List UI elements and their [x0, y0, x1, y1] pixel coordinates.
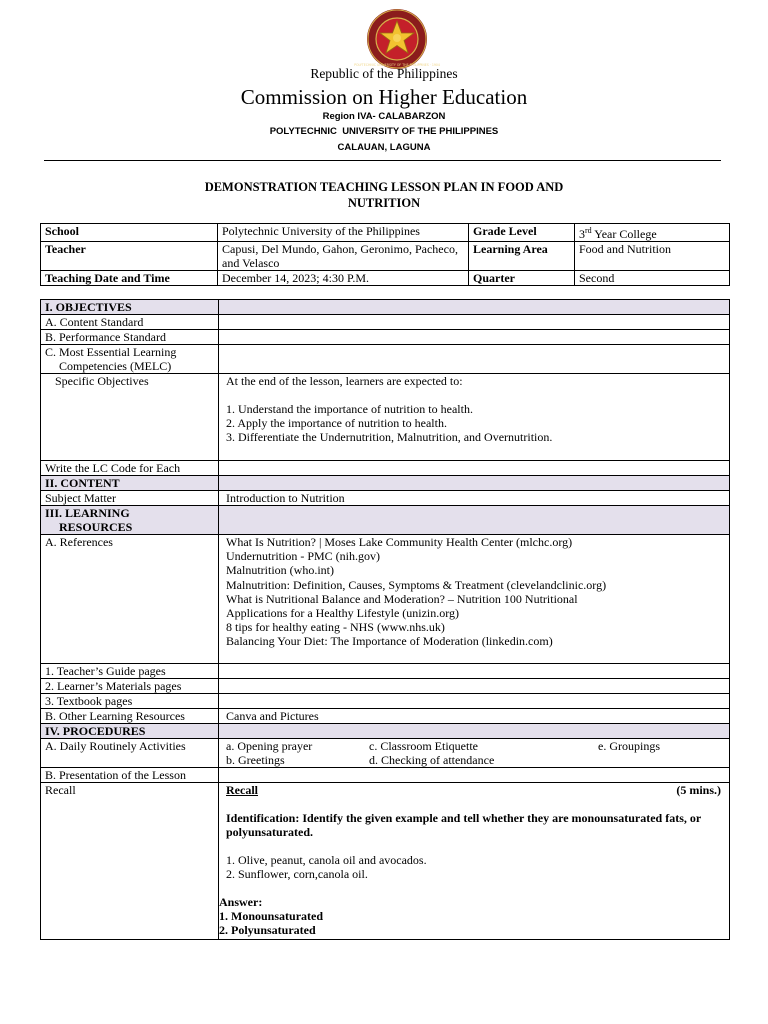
reference-item: Applications for a Healthy Lifestyle (unizin.org) [226, 606, 460, 621]
references-label: A. References [41, 535, 219, 664]
date-value: December 14, 2023; 4:30 P.M. [218, 271, 469, 286]
activity-item: d. Checking of attendance [369, 753, 495, 767]
activity-item: e. Groupings [598, 739, 660, 753]
recall-label: Recall [41, 783, 219, 940]
presentation-label: B. Presentation of the Lesson [41, 768, 219, 783]
reference-item: 8 tips for healthy eating - NHS (www.nhs.uk) [226, 620, 445, 635]
school-label: School [41, 224, 218, 242]
document-title [150, 179, 618, 211]
references-list [219, 535, 730, 664]
row-lc-code [41, 461, 730, 476]
row-other-resources [41, 709, 730, 724]
activity-item: a. Opening prayer [226, 739, 313, 753]
objective-item: 1. Understand the importance of nutrition to health. [226, 402, 473, 416]
recall-time: (5 mins.) [676, 783, 721, 797]
row-specific-objectives [41, 374, 730, 461]
row-teachers-guide [41, 664, 730, 679]
reference-item: Undernutrition - PMC (nih.gov) [226, 549, 380, 564]
date-label: Teaching Date and Time [41, 271, 218, 286]
example-item: 1. Olive, peanut, canola oil and avocados. [226, 853, 427, 867]
other-resources-label: B. Other Learning Resources [41, 709, 219, 724]
quarter-value: Second [575, 271, 730, 286]
lc-code-label: Write the LC Code for Each [41, 461, 219, 476]
info-table [40, 223, 730, 286]
grade-level-label: Grade Level [469, 224, 575, 242]
teachers-guide-label: 1. Teacher’s Guide pages [41, 664, 219, 679]
answer-item: 1. Monounsaturated [219, 909, 324, 923]
row-performance-standard [41, 330, 730, 345]
learning-area-label: Learning Area [469, 242, 575, 271]
section-content [41, 476, 730, 491]
reference-item: What Is Nutrition? | Moses Lake Community Health Center (mlchc.org) [226, 535, 573, 549]
grade-level-value: 3rd Year College [575, 224, 730, 242]
quarter-label: Quarter [469, 271, 575, 286]
content-standard-label: A. Content Standard [41, 315, 219, 330]
content-heading: II. CONTENT [41, 476, 219, 491]
teacher-label: Teacher [41, 242, 218, 271]
section-procedures [41, 724, 730, 739]
teacher-value: Capusi, Del Mundo, Gahon, Geronimo, Pacheco, and Velasco [218, 242, 469, 271]
info-row-school [41, 224, 730, 242]
row-presentation [41, 768, 730, 783]
objectives-heading: I. OBJECTIVES [41, 300, 219, 315]
university-seal-logo [354, 8, 440, 70]
title-line-1: DEMONSTRATION TEACHING LESSON PLAN IN FOOD AND [204, 180, 564, 194]
identification-instruction: Identification: Identify the given example and tell whether they are monounsaturated fats, or polyunsaturated. [226, 811, 701, 839]
republic-line: Republic of the Philippines [310, 66, 458, 81]
recall-title: Recall [226, 783, 258, 797]
title-line-2: NUTRITION [347, 196, 421, 210]
example-item: 2. Sunflower, corn,canola oil. [226, 867, 368, 881]
svg-text:POLYTECHNIC UNIVERSITY OF THE: POLYTECHNIC UNIVERSITY OF THE PHILIPPINES · 1904 [354, 63, 440, 67]
school-value: Polytechnic University of the Philippines [218, 224, 469, 242]
procedures-heading: IV. PROCEDURES [41, 724, 219, 739]
row-textbook [41, 694, 730, 709]
learning-area-value: Food and Nutrition [575, 242, 730, 271]
learners-materials-label: 2. Learner’s Materials pages [41, 679, 219, 694]
row-references [41, 535, 730, 664]
reference-item: Malnutrition: Definition, Causes, Symptoms & Treatment (clevelandclinic.org) [226, 577, 607, 592]
melc-label: C. Most Essential Learning Competencies (MELC) [41, 345, 219, 374]
row-melc [41, 345, 730, 374]
section-objectives [41, 300, 730, 315]
info-row-teacher [41, 242, 730, 271]
info-row-date [41, 271, 730, 286]
learning-resources-heading: III. LEARNING RESOURCES [41, 506, 219, 535]
campus-line: CALAUAN, LAGUNA [337, 142, 431, 153]
row-daily-activities [41, 739, 730, 768]
section-learning-resources [41, 506, 730, 535]
reference-item: Balancing Your Diet: The Importance of Moderation (linkedin.com) [226, 634, 553, 649]
answer-label: Answer: [219, 895, 263, 909]
region-line: Region IVA- CALABARZON [322, 111, 446, 122]
daily-activities-label: A. Daily Routinely Activities [41, 739, 219, 768]
objective-item: 2. Apply the importance of nutrition to health. [226, 416, 447, 430]
commission-heading: Commission on Higher Education [240, 85, 528, 109]
activity-item: b. Greetings [226, 753, 285, 767]
reference-item: What is Nutritional Balance and Moderation? – Nutrition 100 Nutritional [226, 591, 578, 606]
answer-item: 2. Polyunsaturated [219, 923, 316, 937]
lesson-plan-table [40, 299, 730, 940]
specific-objectives-label: Specific Objectives [41, 374, 219, 461]
subject-matter-value: Introduction to Nutrition [219, 491, 730, 506]
reference-item: Malnutrition (who.int) [226, 563, 334, 578]
row-recall [41, 783, 730, 940]
specific-objectives-content: At the end of the lesson, learners are expected to: 1. Understand the importance of nutrition to health. 2. Apply the importance of nutrition to health. 3. Differentiate the Undernutrition, Malnutrition, and Overnutrition. [219, 374, 730, 461]
activity-item: c. Classroom Etiquette [369, 739, 478, 753]
recall-content [219, 783, 730, 940]
header-divider [44, 160, 721, 161]
subject-matter-label: Subject Matter [41, 491, 219, 506]
row-subject-matter [41, 491, 730, 506]
textbook-label: 3. Textbook pages [41, 694, 219, 709]
row-learners-materials [41, 679, 730, 694]
daily-activities-list [219, 739, 730, 768]
performance-standard-label: B. Performance Standard [41, 330, 219, 345]
row-content-standard [41, 315, 730, 330]
other-resources-value: Canva and Pictures [219, 709, 730, 724]
university-line: POLYTECHNIC UNIVERSITY OF THE PHILIPPINES [269, 126, 499, 137]
objective-item: 3. Differentiate the Undernutrition, Malnutrition, and Overnutrition. [226, 430, 553, 444]
